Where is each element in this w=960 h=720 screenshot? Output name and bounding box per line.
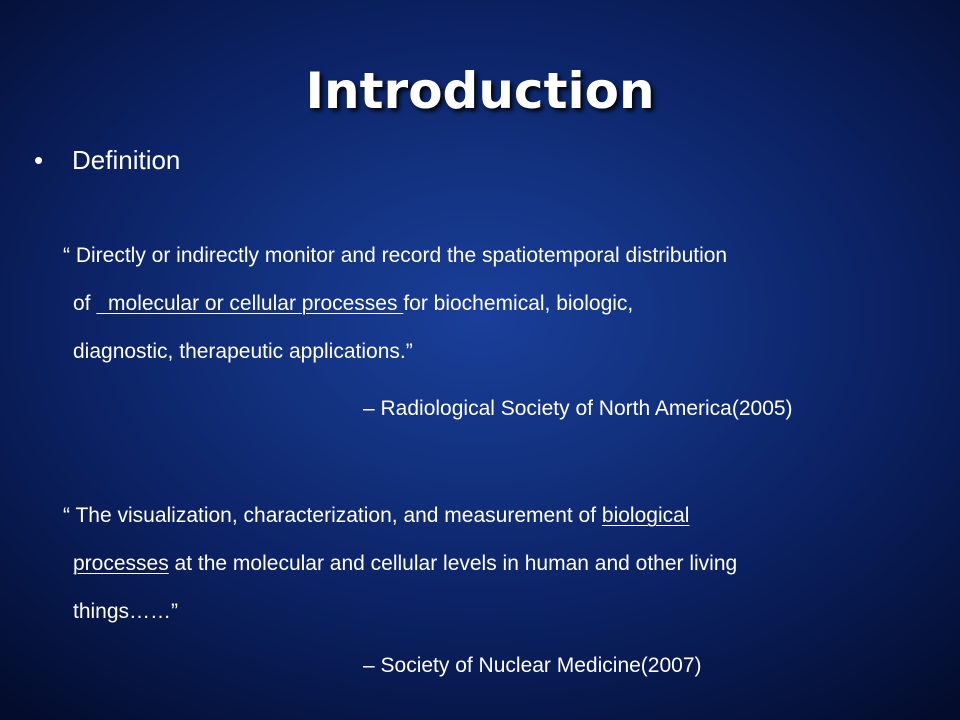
quote-snm-underlined-processes: processes bbox=[73, 552, 169, 575]
bullet-marker: • bbox=[34, 145, 44, 175]
quote-snm-line-2 bbox=[73, 540, 933, 588]
quote-rsna-line-1: “ Directly or indirectly monitor and record the spatiotemporal distribution bbox=[63, 244, 728, 267]
attribution-rsna: – Radiological Society of North America(2005) bbox=[363, 397, 793, 420]
quote-rsna-line-2-prefix: of bbox=[73, 292, 97, 315]
quote-snm-line-3: things……” bbox=[73, 600, 179, 623]
quote-rsna-underlined-phrase: molecular or cellular processes bbox=[96, 292, 404, 315]
attribution-snm: – Society of Nuclear Medicine(2007) bbox=[363, 654, 702, 677]
quote-snm-underlined-biological: biological bbox=[601, 504, 690, 527]
quote-rsna-line-2-suffix: for biochemical, biologic, bbox=[403, 292, 634, 315]
quote-rsna bbox=[63, 232, 933, 376]
quote-snm-line-2-suffix: at the molecular and cellular levels in human and other living bbox=[168, 552, 738, 575]
slide-title: Introduction bbox=[305, 62, 655, 120]
quote-snm bbox=[63, 492, 933, 636]
quote-snm-line-1-prefix: “ The visualization, characterization, and measurement of bbox=[63, 504, 602, 527]
quote-snm-line-1 bbox=[63, 492, 933, 540]
definition-bullet bbox=[34, 140, 180, 180]
quote-rsna-line-3: diagnostic, therapeutic applications.” bbox=[73, 340, 413, 363]
quote-rsna-line-2 bbox=[73, 280, 933, 328]
bullet-text: Definition bbox=[72, 145, 181, 175]
